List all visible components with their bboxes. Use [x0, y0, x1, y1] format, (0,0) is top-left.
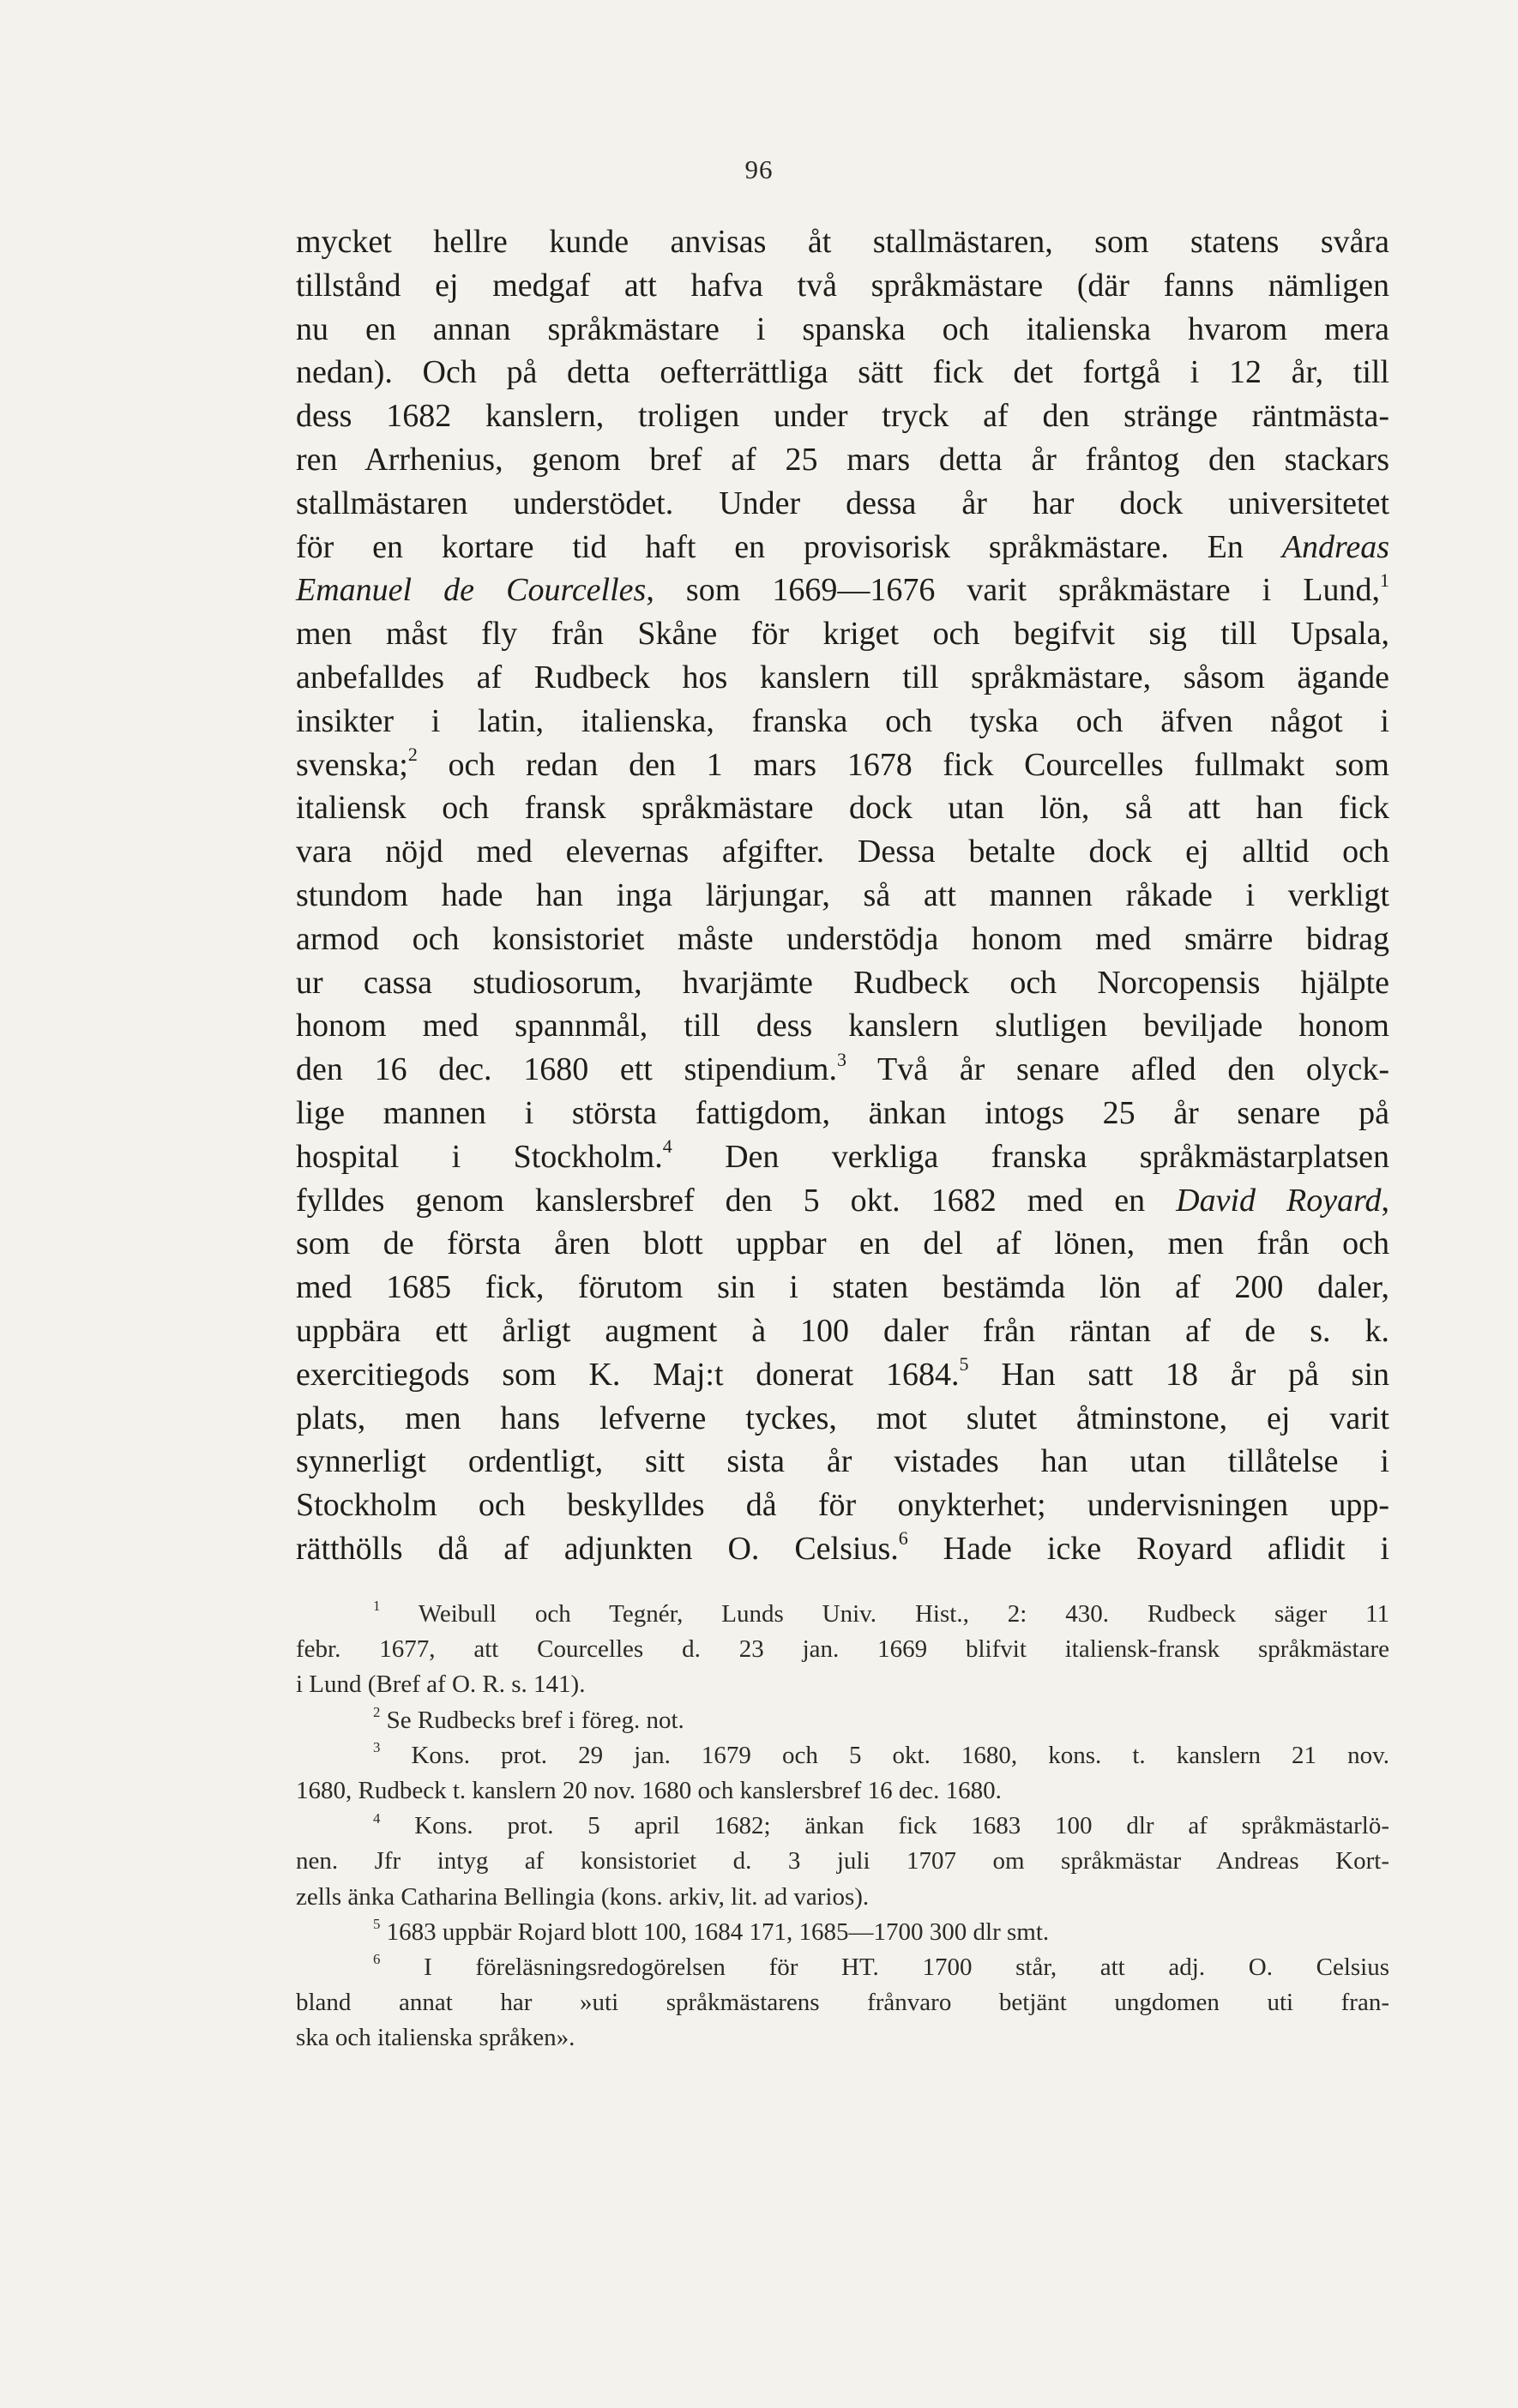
text-line: anbefalldes af Rudbeck hos kanslern till språkmästare, såsom ägande [296, 659, 1389, 695]
footnote-3: $^3$ Kons. prot. 29 jan. 1679 och 5 okt. 1680, kons. t. kanslern 21 nov. [373, 1739, 1389, 1769]
footnotes [296, 1597, 1389, 2056]
footnote-4: $^4$ Kons. prot. 5 april 1682; änkan fick 1683 100 dlr af språkmästarlö- [373, 1809, 1389, 1840]
italic-name: David Royard [1176, 1182, 1382, 1219]
footnote-number: 6 [373, 1951, 381, 1968]
footnote-line: bland annat har »uti språkmästarens frånvaro betjänt ungdomen uti fran- [296, 1989, 1389, 2017]
italic-name: Emanuel de Courcelles [296, 572, 647, 609]
footnote-line: nen. Jfr intyg af konsistoriet d. 3 juli 1707 om språkmästar Andreas Kort- [296, 1847, 1389, 1875]
footnote-marker: 1 [1380, 569, 1390, 591]
footnote-line: i Lund (Bref af O. R. s. 141). [296, 1671, 586, 1699]
text-line: armod och konsistoriet måste understödja honom med smärre bidrag [296, 920, 1389, 957]
footnote-6: $^6$ I föreläsningsredogörelsen för HT. 1700 står, att adj. O. Celsius [373, 1951, 1390, 1982]
text-line: italiensk och fransk språkmästare dock utan lön, så att han fick [296, 790, 1389, 827]
text-line: insikter i latin, italienska, franska och tyska och äfven något i [296, 702, 1389, 739]
text-line: nu en annan språkmästare i spanska och italienska hvarom mera [296, 310, 1389, 347]
text-line: tillstånd ej medgaf att hafva två språkmästare (där fanns nämligen [296, 267, 1389, 304]
footnote-1: $^1$ Weibull och Tegnér, Lunds Univ. Hist., 2: 430. Rudbeck säger 11 [373, 1598, 1389, 1628]
footnote-line: 1680, Rudbeck t. kanslern 20 nov. 1680 och kanslersbref 16 dec. 1680. [296, 1777, 1002, 1805]
footnote-5: $^5$ 1683 uppbär Rojard blott 100, 1684 171, 1685—1700 300 dlr smt. [373, 1916, 1050, 1946]
text-line: plats, men hans lefverne tyckes, mot slutet åtminstone, ej varit [296, 1400, 1389, 1436]
text-line: mycket hellre kunde anvisas åt stallmästaren, som statens svåra [296, 224, 1389, 260]
text-line: Emanuel de Courcelles, som 1669—1676 varit språkmästare i Lund,$^1$ [296, 569, 1390, 609]
footnote-line: zells änka Catharina Bellingia (kons. arkiv, lit. ad varios). [296, 1882, 870, 1911]
text-line: för en kortare tid haft en provisorisk språkmästare. En Andreas [296, 528, 1389, 565]
text-line: som de första åren blott uppbar en del af lönen, men från och [296, 1225, 1389, 1262]
body-text [296, 220, 1389, 1571]
footnote-marker: 4 [662, 1135, 672, 1158]
footnote-number: 2 [373, 1704, 381, 1720]
footnote-marker: 2 [407, 743, 418, 766]
footnote-number: 5 [373, 1916, 381, 1933]
text-line: stundom hade han inga lärjungar, så att mannen råkade i verkligt [296, 876, 1389, 913]
text-line: fylldes genom kanslersbref den 5 okt. 1682 med en David Royard, [296, 1182, 1390, 1219]
page-number: 96 [744, 154, 774, 184]
text-line: exercitiegods som K. Maj:t donerat 1684.$^5$ Han satt 18 år på sin [296, 1353, 1390, 1393]
footnote-number: 4 [373, 1809, 381, 1827]
text-line: hospital i Stockholm.$^4$ Den verkliga franska språkmästarplatsen [296, 1135, 1390, 1175]
footnote-marker: 5 [959, 1353, 969, 1376]
text-line: men måst fly från Skåne för kriget och begifvit sig till Upsala, [296, 616, 1389, 653]
footnote-line: ska och italienska språken». [296, 2024, 575, 2052]
text-line: nedan). Och på detta oefterrättliga sätt fick det fortgå i 12 år, till [296, 354, 1389, 391]
text-line: Stockholm och beskylldes då för onykterhet; undervisningen upp- [296, 1487, 1389, 1524]
footnote-2: $^2$ Se Rudbecks bref i föreg. not. [373, 1704, 684, 1734]
text-line: med 1685 fick, förutom sin i staten bestämda lön af 200 daler, [296, 1269, 1389, 1306]
text-line: synnerligt ordentligt, sitt sista år vistades han utan tillåtelse i [296, 1443, 1389, 1480]
footnote-marker: 3 [836, 1048, 846, 1070]
footnote-number: 3 [373, 1739, 381, 1756]
text-line: rätthölls då af adjunkten O. Celsius.$^6$ Hade icke Royard aflidit i [296, 1527, 1389, 1567]
footnote-marker: 6 [898, 1527, 908, 1550]
text-line: ur cassa studiosorum, hvarjämte Rudbeck och Norcopensis hjälpte [296, 964, 1389, 1001]
text-line: uppbära ett årligt augment à 100 daler från räntan af de s. k. [296, 1312, 1389, 1349]
text-line: ren Arrhenius, genom bref af 25 mars detta år fråntog den stackars [296, 441, 1389, 478]
italic-name: Andreas [1281, 528, 1389, 565]
text-line: honom med spannmål, till dess kanslern slutligen beviljade honom [296, 1008, 1389, 1044]
text-line: lige mannen i största fattigdom, änkan intogs 25 år senare på [296, 1094, 1389, 1131]
text-line: stallmästaren understödet. Under dessa år har dock universitetet [296, 485, 1389, 521]
footnote-line: febr. 1677, att Courcelles d. 23 jan. 1669 blifvit italiensk-fransk språkmästare [296, 1635, 1389, 1664]
text-line: svenska;$^2$ och redan den 1 mars 1678 fick Courcelles fullmakt som [296, 743, 1389, 783]
text-line: dess 1682 kanslern, troligen under tryck af den stränge räntmästa- [296, 398, 1389, 435]
text-line: den 16 dec. 1680 ett stipendium.$^3$ Två år senare afled den olyck- [296, 1048, 1389, 1088]
footnote-number: 1 [373, 1598, 381, 1615]
text-line: vara nöjd med elevernas afgifter. Dessa betalte dock ej alltid och [296, 834, 1389, 870]
